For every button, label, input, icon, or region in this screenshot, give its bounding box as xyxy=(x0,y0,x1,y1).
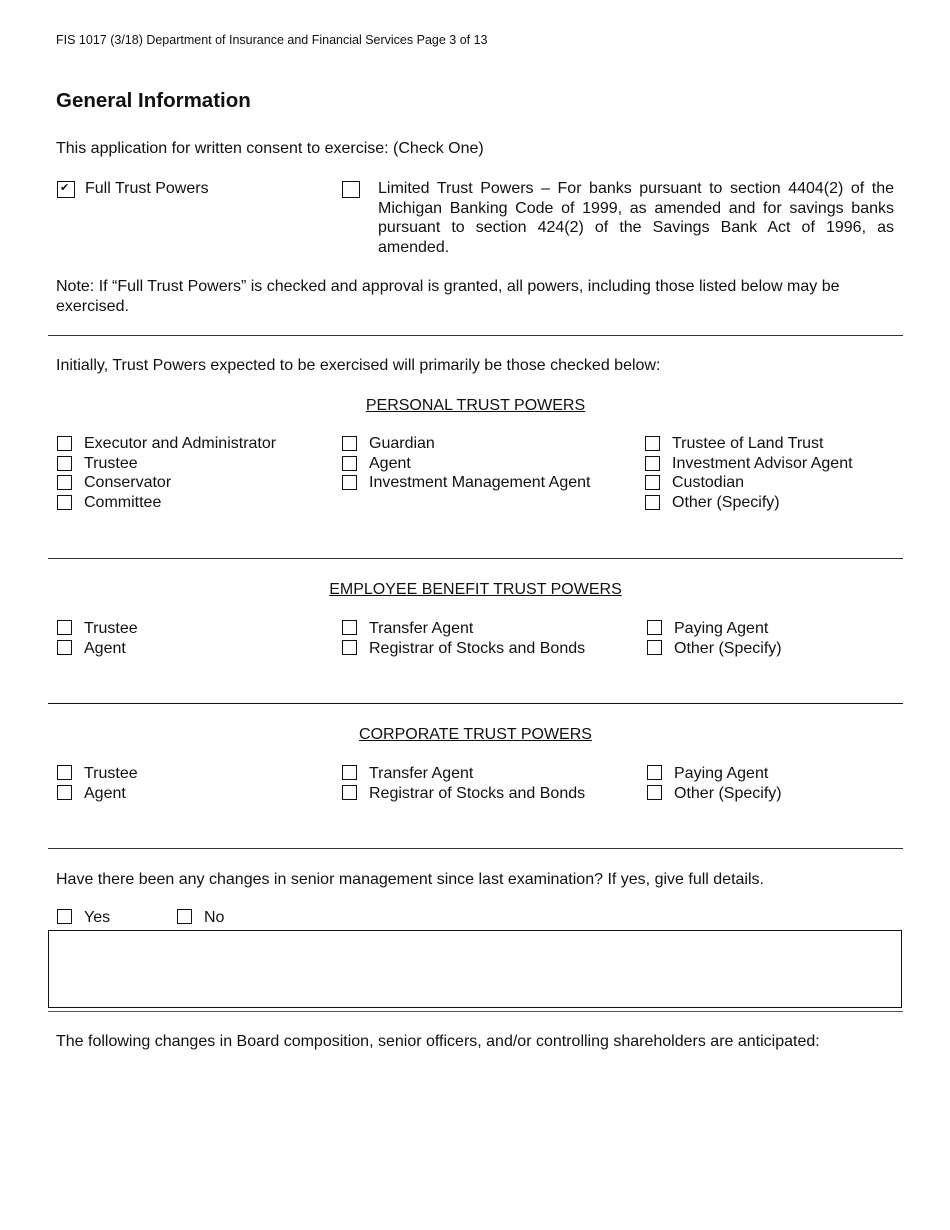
corporate-trustee-checkbox[interactable] xyxy=(57,765,72,780)
divider xyxy=(48,703,903,704)
corporate-paying-agent-checkbox[interactable] xyxy=(647,765,662,780)
custodian-label: Custodian xyxy=(672,474,745,491)
initially-text: Initially, Trust Powers expected to be exercised will primarily be those checked below: xyxy=(56,357,661,374)
corporate-trustee-label: Trustee xyxy=(84,765,138,782)
employee-registrar-checkbox[interactable] xyxy=(342,640,357,655)
personal-other-label: Other (Specify) xyxy=(672,494,780,511)
committee-checkbox[interactable] xyxy=(57,495,72,510)
yes-checkbox[interactable] xyxy=(57,909,72,924)
personal-agent-label: Agent xyxy=(369,455,411,472)
employee-other-label: Other (Specify) xyxy=(674,640,782,657)
corporate-other-label: Other (Specify) xyxy=(674,785,782,802)
full-trust-label: Full Trust Powers xyxy=(85,180,209,197)
intro-text: This application for written consent to exercise: (Check One) xyxy=(56,140,484,157)
corporate-other-checkbox[interactable] xyxy=(647,785,662,800)
anticipated-text: The following changes in Board composition, senior officers, and/or controlling shareholders are anticipated: xyxy=(56,1033,820,1050)
changes-question: Have there been any changes in senior management since last examination? If yes, give full details. xyxy=(56,871,764,888)
details-textarea[interactable] xyxy=(48,930,902,1008)
employee-heading: EMPLOYEE BENEFIT TRUST POWERS xyxy=(329,581,622,598)
divider xyxy=(48,335,903,336)
divider xyxy=(48,848,903,849)
personal-trustee-checkbox[interactable] xyxy=(57,456,72,471)
guardian-label: Guardian xyxy=(369,435,435,452)
employee-trustee-checkbox[interactable] xyxy=(57,620,72,635)
conservator-label: Conservator xyxy=(84,474,172,491)
guardian-checkbox[interactable] xyxy=(342,436,357,451)
employee-trustee-label: Trustee xyxy=(84,620,138,637)
personal-agent-checkbox[interactable] xyxy=(342,456,357,471)
no-label: No xyxy=(204,909,225,926)
corporate-registrar-checkbox[interactable] xyxy=(342,785,357,800)
personal-heading: PERSONAL TRUST POWERS xyxy=(365,397,586,414)
note-text: Note: If “Full Trust Powers” is checked and approval is granted, all powers, including those listed below may be exercised. xyxy=(56,278,840,315)
corporate-registrar-label: Registrar of Stocks and Bonds xyxy=(369,785,586,802)
corporate-heading: CORPORATE TRUST POWERS xyxy=(359,726,592,743)
land-trust-checkbox[interactable] xyxy=(645,436,660,451)
section-title: General Information xyxy=(56,89,251,112)
form-header: FIS 1017 (3/18) Department of Insurance and Financial Services Page 3 of 13 xyxy=(56,33,488,47)
limited-trust-label: Limited Trust Powers – For banks pursuant to section 4404(2) of the Michigan Banking Code of 1999, as amended and for savings banks pursuant to section 424(2) of the Savings Bank Act of 1996, as amended. xyxy=(378,180,894,256)
divider xyxy=(48,1011,903,1012)
employee-transfer-agent-label: Transfer Agent xyxy=(369,620,474,637)
corporate-transfer-agent-checkbox[interactable] xyxy=(342,765,357,780)
limited-trust-checkbox[interactable] xyxy=(342,181,360,198)
corporate-transfer-agent-label: Transfer Agent xyxy=(369,765,474,782)
investment-management-checkbox[interactable] xyxy=(342,475,357,490)
personal-trustee-label: Trustee xyxy=(84,455,138,472)
employee-agent-label: Agent xyxy=(84,640,126,657)
divider xyxy=(48,558,903,559)
corporate-agent-label: Agent xyxy=(84,785,126,802)
employee-paying-agent-label: Paying Agent xyxy=(674,620,769,637)
committee-label: Committee xyxy=(84,494,162,511)
employee-other-checkbox[interactable] xyxy=(647,640,662,655)
investment-advisor-label: Investment Advisor Agent xyxy=(672,455,853,472)
land-trust-label: Trustee of Land Trust xyxy=(672,435,824,452)
conservator-checkbox[interactable] xyxy=(57,475,72,490)
corporate-paying-agent-label: Paying Agent xyxy=(674,765,769,782)
employee-paying-agent-checkbox[interactable] xyxy=(647,620,662,635)
custodian-checkbox[interactable] xyxy=(645,475,660,490)
yes-label: Yes xyxy=(84,909,111,926)
employee-registrar-label: Registrar of Stocks and Bonds xyxy=(369,640,586,657)
employee-agent-checkbox[interactable] xyxy=(57,640,72,655)
personal-other-checkbox[interactable] xyxy=(645,495,660,510)
executor-checkbox[interactable] xyxy=(57,436,72,451)
investment-advisor-checkbox[interactable] xyxy=(645,456,660,471)
executor-label: Executor and Administrator xyxy=(84,435,277,452)
check-mark-icon: ✔ xyxy=(60,182,70,194)
no-checkbox[interactable] xyxy=(177,909,192,924)
investment-management-label: Investment Management Agent xyxy=(369,474,591,491)
corporate-agent-checkbox[interactable] xyxy=(57,785,72,800)
employee-transfer-agent-checkbox[interactable] xyxy=(342,620,357,635)
full-trust-checkbox[interactable] xyxy=(57,181,75,198)
